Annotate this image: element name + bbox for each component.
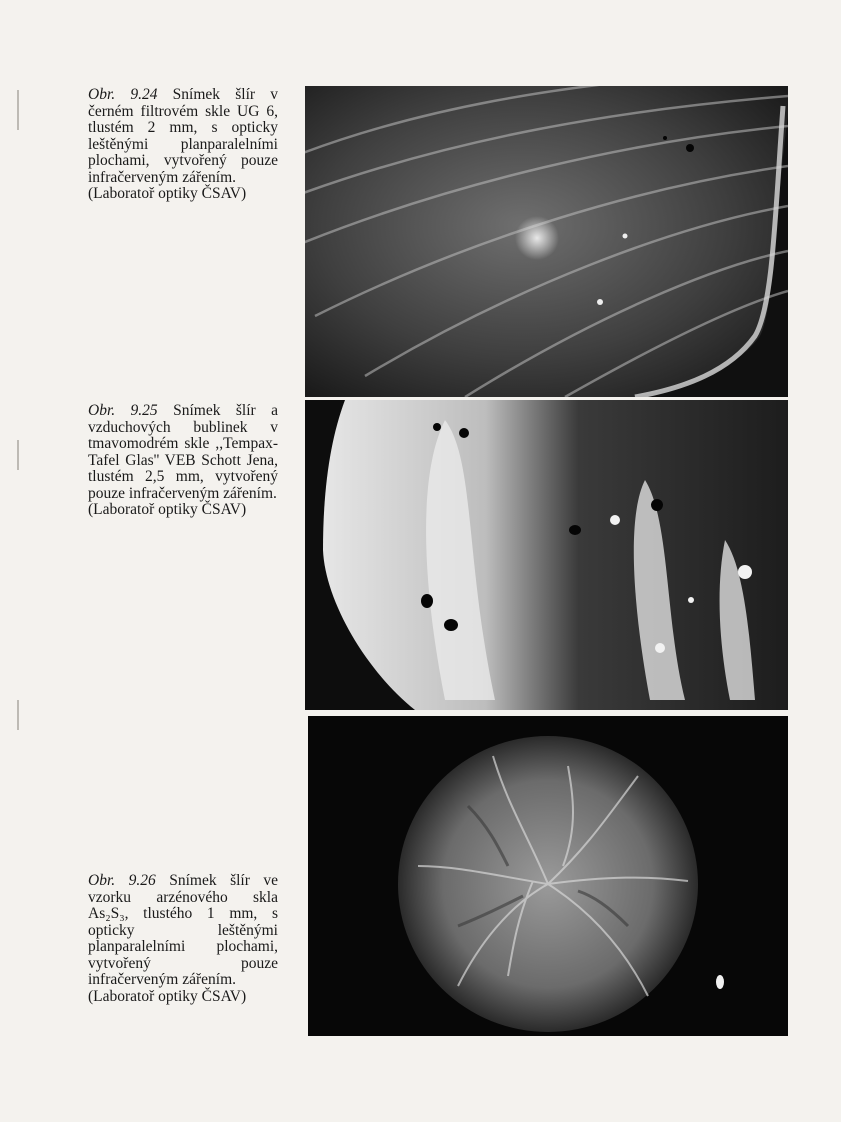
caption-text: Snímek šlír a vzduchových bublinek v tmavomodrém skle ,,Tempax-Tafel Glas'' VEB Schott Jena, tlustém 2,5 mm, vytvořený pouze infračerveným zářením. [88, 402, 278, 502]
bubbles-photo [305, 400, 788, 710]
figure-caption-9-24 [88, 87, 278, 203]
figure-photo-9-24 [305, 86, 788, 397]
figure-caption-9-25 [88, 403, 278, 519]
caption-lab: (Laboratoř optiky ČSAV) [88, 987, 247, 1005]
figure-number: Obr. 9.25 [88, 402, 158, 419]
figure-photo-9-25 [305, 400, 788, 710]
page-edge-mark [17, 90, 19, 130]
page-edge-mark [17, 700, 19, 730]
figure-number: Obr. 9.26 [88, 872, 156, 889]
caption-text: Snímek šlír ve vzorku arzénového skla As₂S₃, tlustého 1 mm, s opticky leštěnými planparalelními plochami, vytvořený pouze infračerveným zářením. [88, 872, 278, 988]
figure-photo-9-26 [308, 716, 788, 1036]
figure-caption-9-26 [88, 873, 278, 1005]
caption-lab: (Laboratoř optiky ČSAV) [88, 501, 247, 518]
figure-number: Obr. 9.24 [88, 86, 158, 103]
caption-lab: (Laboratoř optiky ČSAV) [88, 185, 247, 202]
page-edge-mark [17, 440, 19, 470]
caption-text: Snímek šlír v černém filtrovém skle UG 6, tlustém 2 mm, s opticky leštěnými planparalelními plochami, vytvořený pouze infračerveným zářením. [88, 86, 278, 186]
arsenic-glass-photo [308, 716, 788, 1036]
striae-photo [305, 86, 788, 397]
